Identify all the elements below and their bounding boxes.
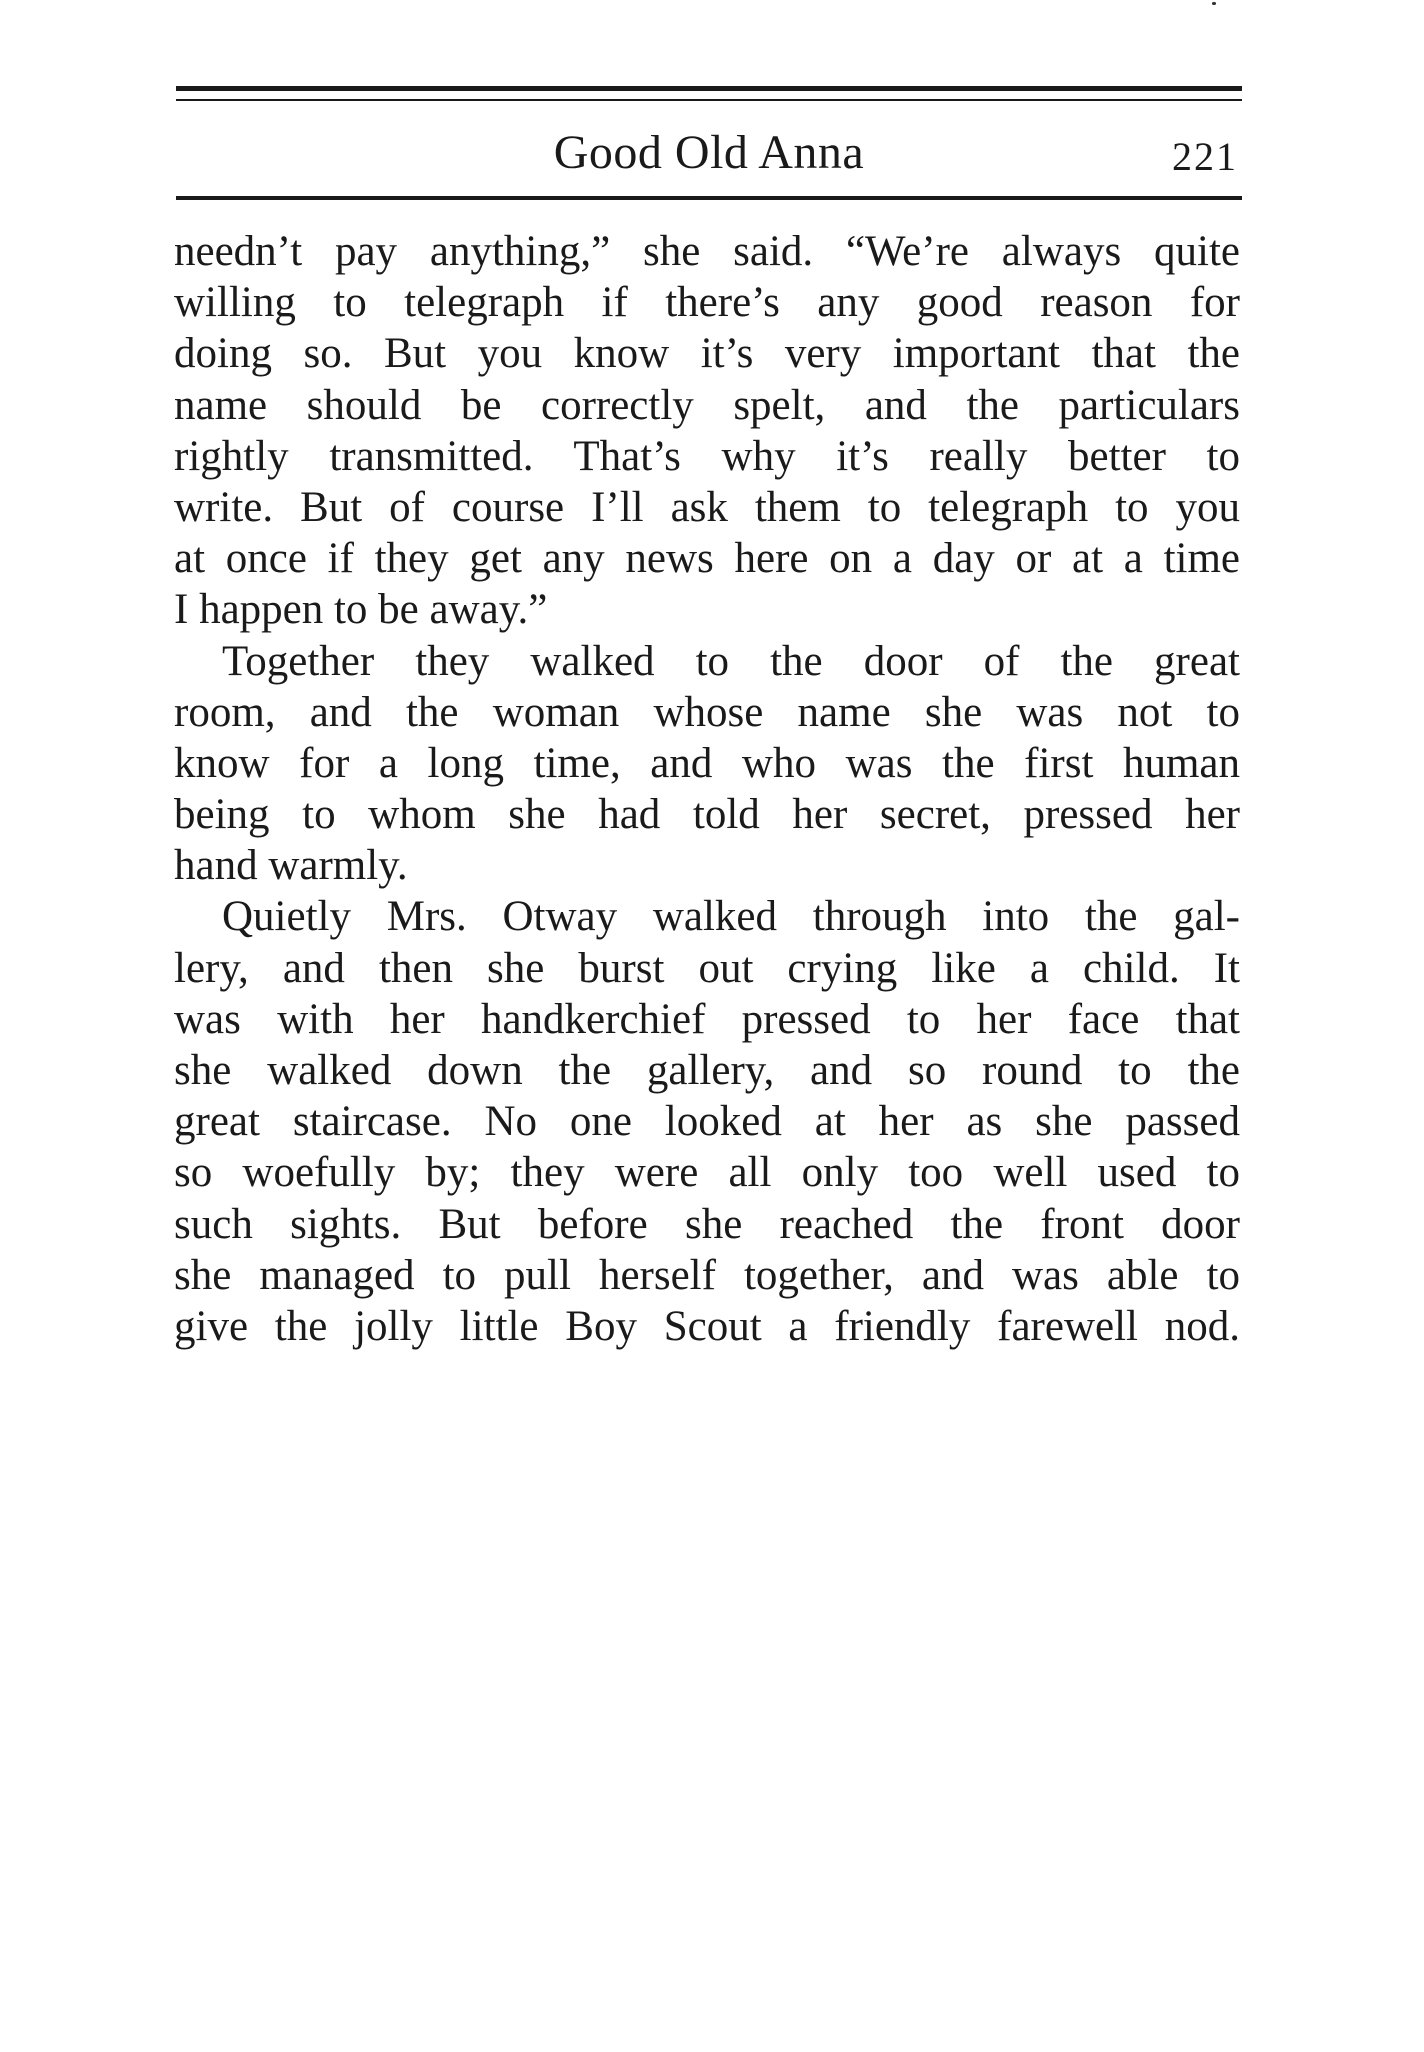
text-line: Quietly Mrs. Otway walked through into the gal- [222,893,1240,941]
text-line: being to whom she had told her secret, pressed her [174,791,1240,839]
text-line: name should be correctly spelt, and the particulars [174,381,1240,429]
text-line: lery, and then she burst out crying like a child. It [174,944,1240,992]
text-line: so woefully by; they were all only too well used to [174,1149,1240,1197]
text-line: at once if they get any news here on a day or at a time [174,535,1240,583]
text-line: doing so. But you know it’s very important that the [174,330,1240,378]
text-line: such sights. But before she reached the front door [174,1200,1240,1248]
running-head [176,118,1242,188]
header-rule-thin [176,99,1242,101]
text-line: room, and the woman whose name she was not to [174,688,1240,736]
body-text [174,226,1240,1352]
paragraph [174,636,1240,892]
text-line: rightly transmitted. That’s why it’s really better to [174,432,1240,480]
text-line: needn’t pay anything,” she said. “We’re always quite [174,228,1240,275]
header-rule-bottom [176,196,1242,200]
page-number: 221 [1172,134,1238,179]
text-line: know for a long time, and who was the first human [174,739,1240,787]
text-line: give the jolly little Boy Scout a friendly farewell nod. [174,1302,1240,1350]
text-line: willing to telegraph if there’s any good reason for [174,279,1240,327]
text-line: I happen to be away.” [174,586,548,634]
header-rule-thick [176,86,1242,91]
text-line: write. But of course I’ll ask them to telegraph to you [174,483,1240,531]
text-line: Together they walked to the door of the great [222,637,1240,685]
text-line: was with her handkerchief pressed to her face that [174,995,1240,1043]
ink-speck [1212,2,1216,5]
text-line: great staircase. No one looked at her as she passed [174,1098,1240,1146]
text-line: hand warmly. [174,842,408,890]
paragraph [174,226,1240,636]
text-line: she walked down the gallery, and so round to the [174,1047,1240,1094]
running-title: Good Old Anna [553,126,865,179]
paragraph [174,891,1240,1352]
text-line: she managed to pull herself together, and was able to [174,1251,1240,1299]
